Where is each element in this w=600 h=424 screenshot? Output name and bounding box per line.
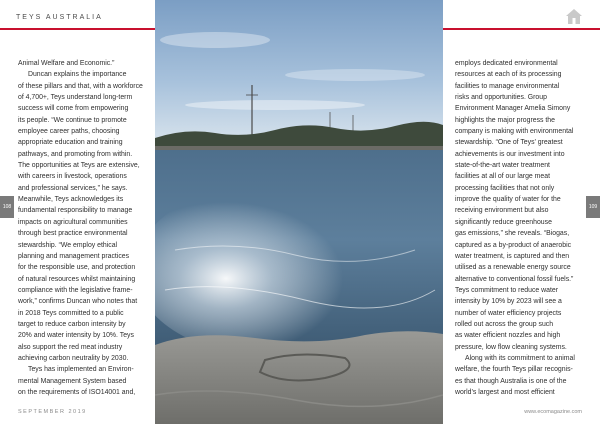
text-line: water treatment, is captured and then [455,252,570,260]
text-line: facilities at all of our large meat [455,173,550,181]
text-line: in 2018 Teys committed to a public [18,309,124,317]
text-line: planning and management practices [18,252,130,260]
page-number-left: 108 [0,196,14,218]
text-line: fundamental responsibility to manage [18,207,133,215]
text-line: employee career paths, choosing [18,128,120,136]
text-line: facilities to manage environmental [455,82,560,90]
text-line: number of water efficiency projects [455,309,562,317]
text-line: appropriate education and training [18,139,123,147]
text-line: Duncan explains the importance [28,71,127,79]
text-line: achieving carbon neutrality by 2030. [18,354,129,362]
text-line: of natural resources whilst maintaining [18,275,136,283]
text-line: company is making with environmental [455,128,574,136]
text-line: Meanwhile, Teys acknowledges its [18,196,124,204]
text-line: 20% and water intensity by 10%. Teys [18,332,134,340]
text-line: through best practice environmental [18,230,128,238]
page-number-right: 109 [586,196,600,218]
text-line: significantly reduce greenhouse [455,218,552,226]
text-line: and professional services,” he says. [18,184,128,192]
text-line: of 4,700+, Teys understand long-term [18,94,133,102]
text-line: success will come from empowering [18,105,129,113]
text-line: work,” confirms Duncan who notes that [18,298,138,306]
text-line: impacts on agricultural communities [18,218,128,226]
issue-date: SEPTEMBER 2019 [18,409,87,415]
text-line: pathways, and promoting from within. [18,150,133,158]
article-column-left [18,58,148,398]
article-column-right [455,58,585,398]
text-line: improve the quality of water for the [455,196,561,204]
text-line: captured as a by-product of anaerobic [455,241,572,249]
text-line: for the responsible use, and protection [18,264,136,272]
text-line: The opportunities at Teys are extensive, [18,162,140,170]
text-line: resources at each of its processing [455,71,562,79]
text-line: its people. “We continue to promote [18,116,127,124]
text-line: compliance with the legislative frame- [18,286,133,294]
text-line: Teys commitment to reduce water [455,286,559,294]
home-icon[interactable] [566,9,582,24]
wastewater-pond-photo [155,0,443,424]
text-line: Animal Welfare and Economic.” [18,60,115,67]
text-line: mental Management System based [18,377,127,385]
text-line: utilised as a renewable energy source [455,264,571,272]
text-line: stewardship. “We employ ethical [18,241,118,249]
publication-title: TEYS AUSTRALIA [16,14,103,21]
text-line: es that though Australia is one of the [455,377,567,385]
text-line: rolled out across the group such [455,320,554,328]
text-line: processing facilities that not only [455,184,555,192]
text-line: pressure, low flow cleaning systems. [455,343,567,351]
text-line: intensity by 10% by 2023 will see a [455,298,562,306]
website-link[interactable]: www.ecomagazine.com [524,409,582,415]
text-line: welfare, the fourth Teys pillar recognis- [455,366,573,374]
text-line: Teys has implemented an Environ- [28,366,134,374]
text-line: also support the red meat industry [18,343,123,351]
text-line: state-of-the-art water treatment [455,162,550,170]
text-line: employs dedicated environmental [455,60,558,67]
text-line: receiving environment but also [455,207,549,215]
text-line: achievements is our investment into [455,150,565,158]
text-line: gas emissions,” she reveals. “Biogas, [455,230,570,238]
text-line: Environment Manager Amelia Simony [455,105,571,113]
text-line: with careers in livestock, operations [18,173,127,181]
text-line: world’s largest and most efficient [455,388,555,396]
text-line: alternative to conventional fossil fuels.” [455,275,574,283]
text-line: as water efficient nozzles and high [455,332,561,340]
text-line: on the requirements of ISO14001 and, [18,388,136,396]
text-line: of these pillars and that, with a workforce [18,82,143,90]
text-line: Along with its commitment to animal [465,354,575,362]
text-line: target to reduce carbon intensity by [18,320,126,328]
text-line: highlights the major progress the [455,116,555,124]
text-line: risks and opportunities. Group [455,94,547,102]
text-line: stewardship. “One of Teys’ greatest [455,139,563,147]
